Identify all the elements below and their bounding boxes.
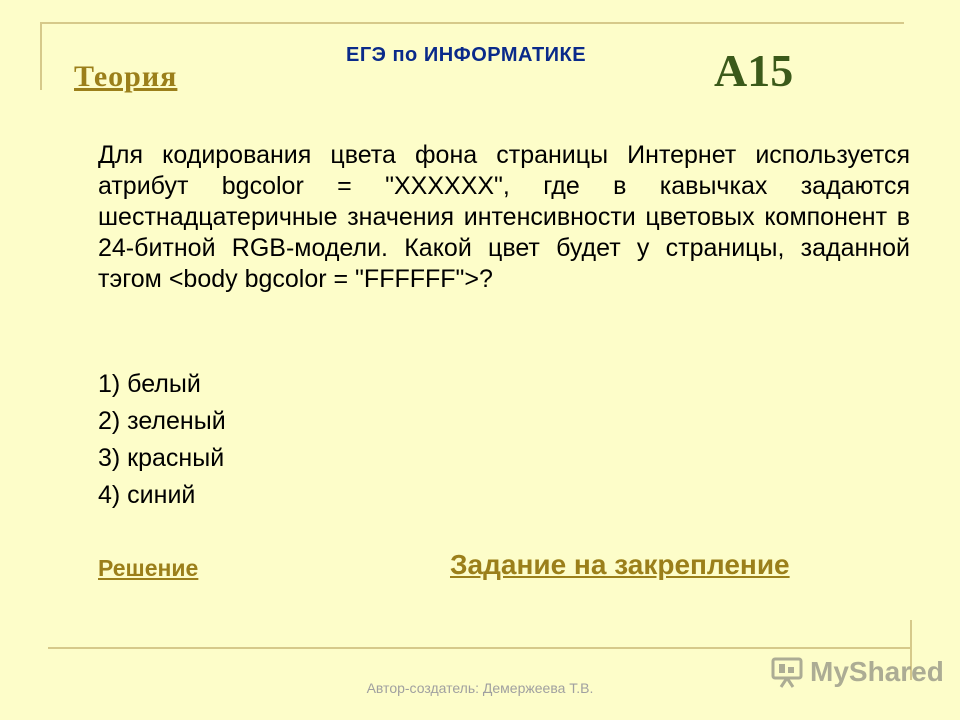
- watermark: [770, 655, 944, 689]
- theory-link[interactable]: Теория: [74, 60, 178, 93]
- left-rule: [40, 22, 42, 90]
- answer-option: 1) белый: [98, 370, 201, 398]
- task-number: А15: [714, 45, 794, 96]
- practice-link[interactable]: Задание на закрепление: [450, 549, 790, 580]
- answer-option: 3) красный: [98, 444, 225, 472]
- author-credit: Автор-создатель: Демержеева Т.В.: [366, 680, 594, 696]
- presentation-board-icon: [770, 655, 804, 689]
- answer-option: 4) синий: [98, 481, 196, 509]
- watermark-text: MyShared: [810, 656, 944, 687]
- solution-link[interactable]: Решение: [98, 555, 199, 581]
- exam-title: ЕГЭ по ИНФОРМАТИКЕ: [346, 44, 587, 66]
- top-rule: [40, 22, 904, 24]
- answer-option: 2) зеленый: [98, 407, 226, 435]
- answer-options: [98, 366, 226, 514]
- bottom-rule: [48, 647, 912, 649]
- question-text: Для кодирования цвета фона страницы Интернет используется атрибут bgcolor = "XXXXXX", где в кавычках задаются шестнадцатеричные значения интенсивности цветовых компонент в 24-битной RGB-модели. Какой цвет будет у страницы, заданной тэгом <body bgcolor = "FFFFFF">?: [98, 141, 910, 293]
